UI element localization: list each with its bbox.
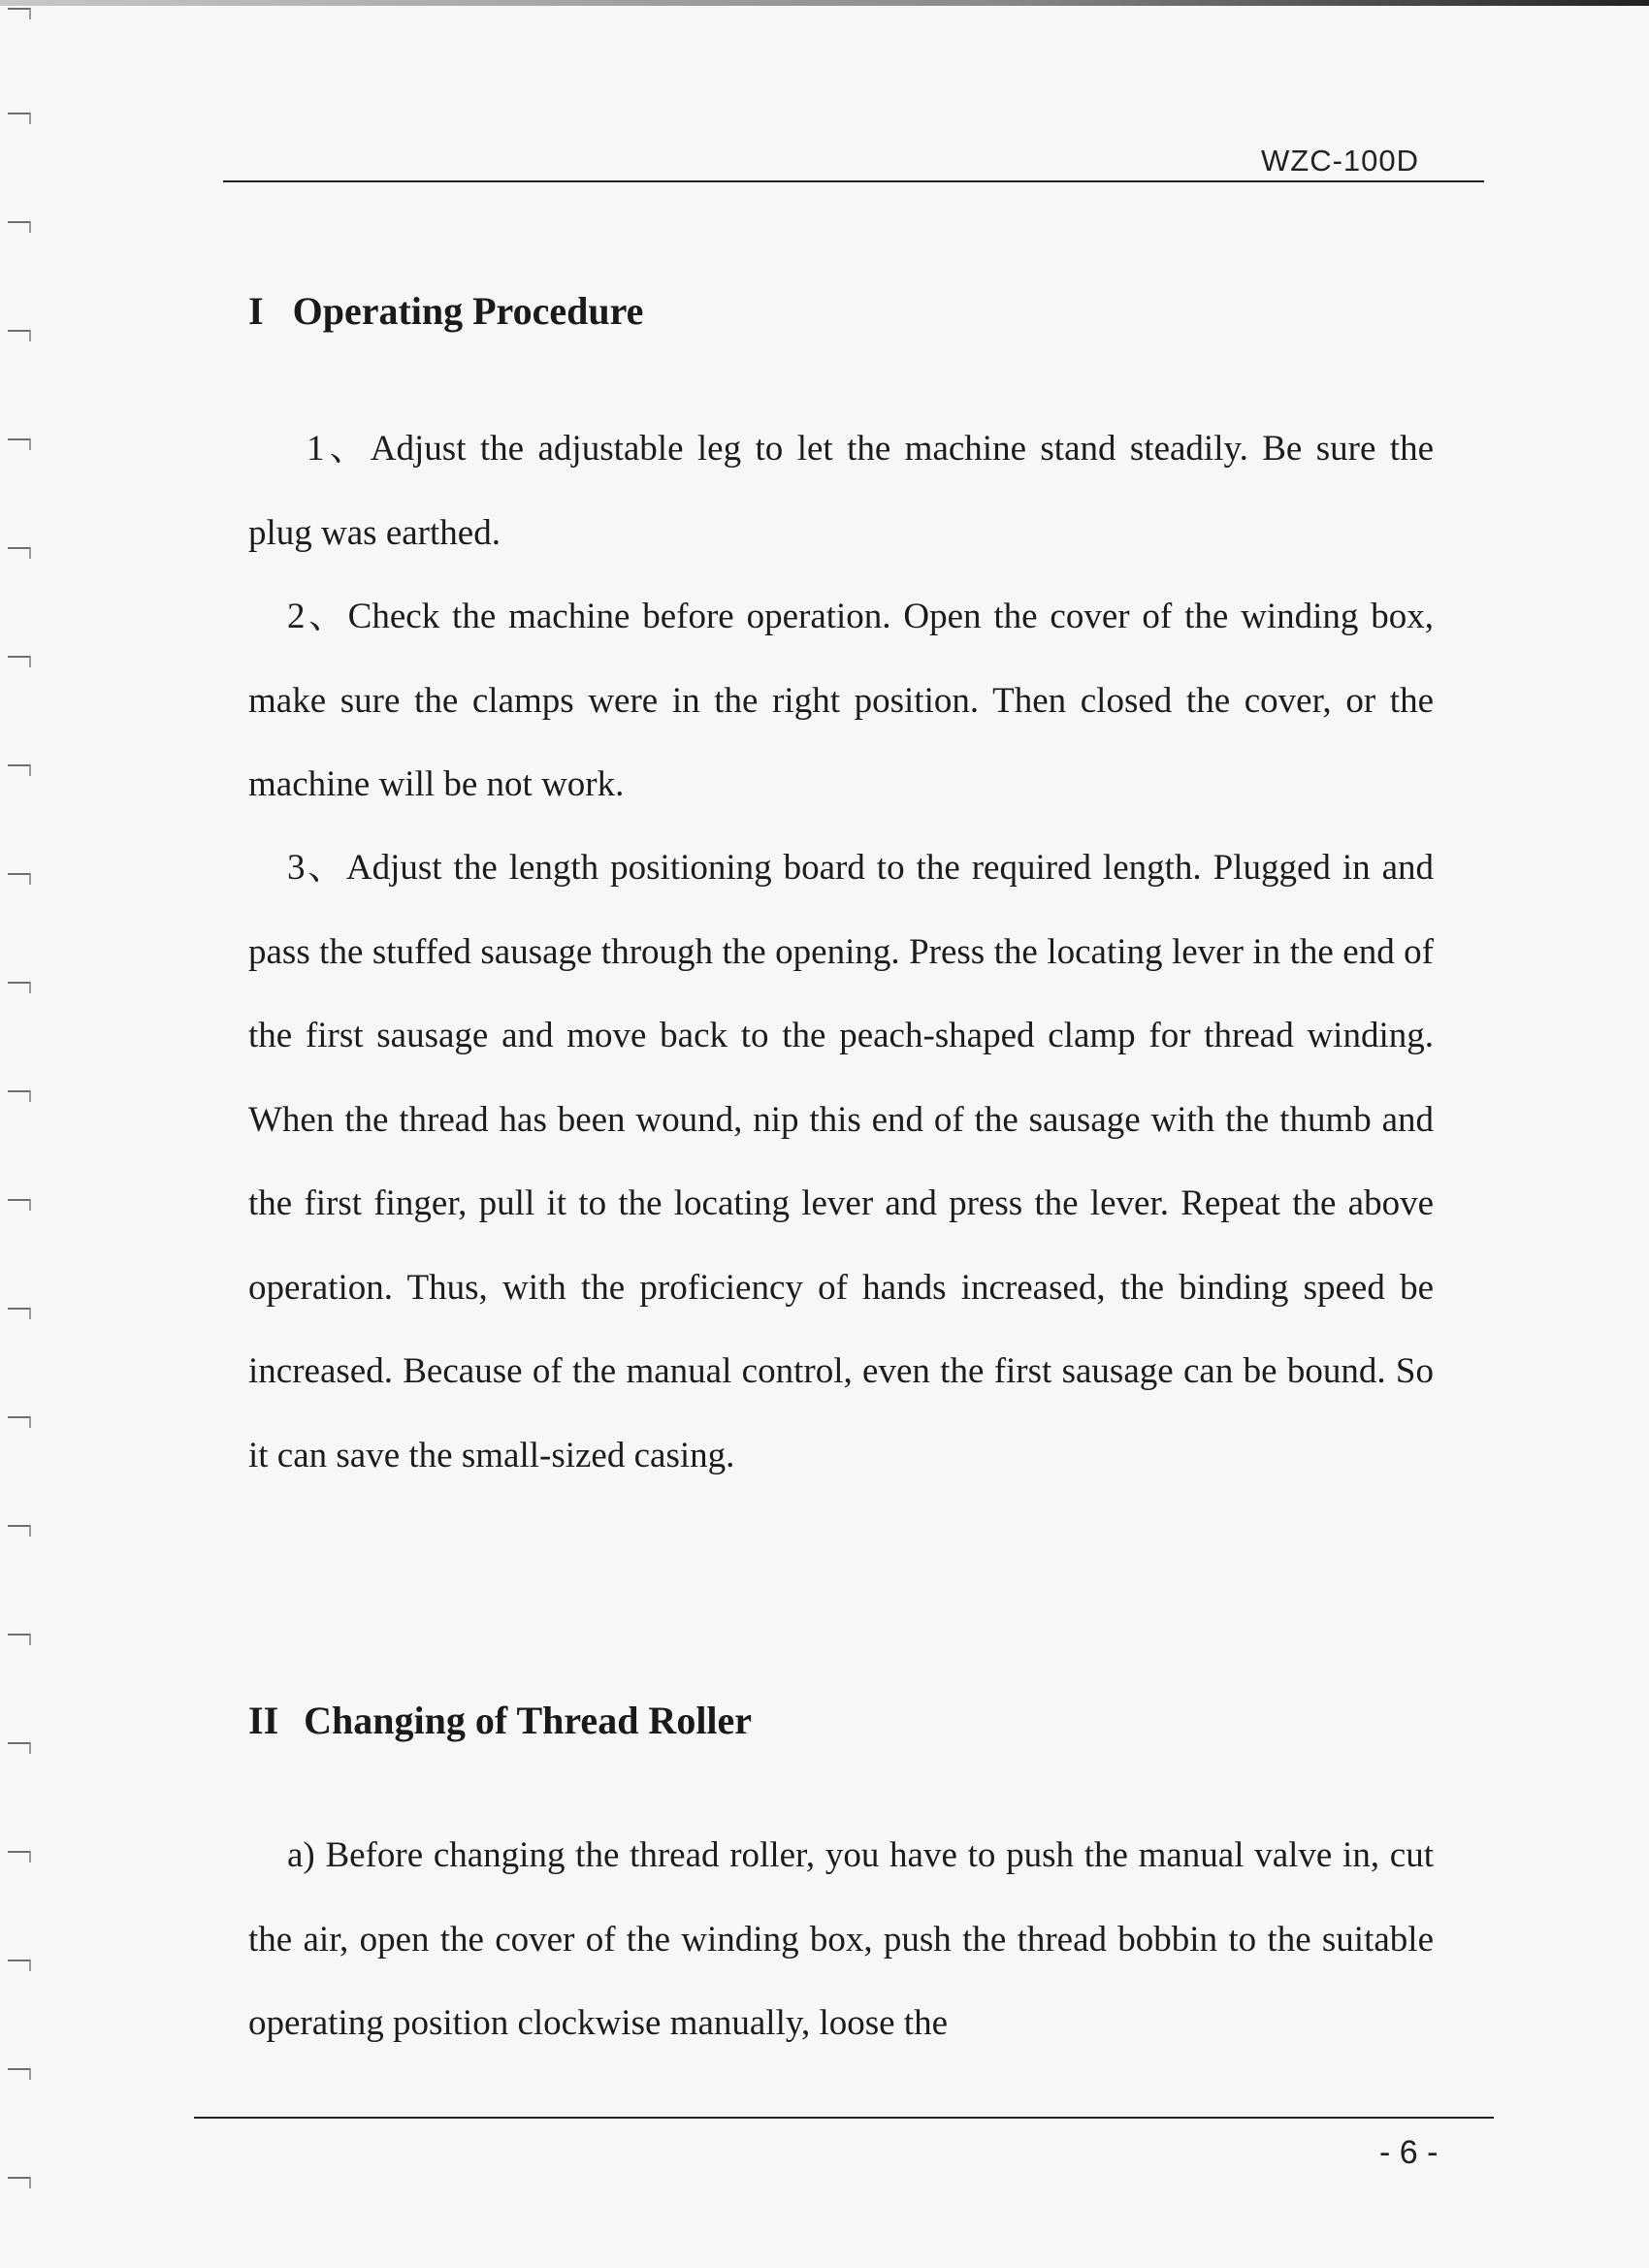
binding-mark xyxy=(8,438,31,450)
binding-mark xyxy=(8,1634,31,1645)
binding-margin xyxy=(0,0,39,2268)
binding-mark xyxy=(8,2068,31,2080)
binding-mark xyxy=(8,221,31,233)
section-heading-changing-thread-roller xyxy=(248,1698,752,1743)
binding-mark xyxy=(8,764,31,776)
model-code: WZC-100D xyxy=(1261,144,1420,178)
binding-mark xyxy=(8,1525,31,1537)
page-number: - 6 - xyxy=(1379,2134,1439,2171)
binding-mark xyxy=(8,873,31,885)
paragraph-step-1: 1、Adjust the adjustable leg to let the machine stand steadily. Be sure the plug was earthed. xyxy=(248,429,1434,553)
section-number: II xyxy=(248,1699,279,1742)
paragraph-step-3: 3、Adjust the length positioning board to the required length. Plugged in and pass the stuffed sausage through the opening. Press the locating lever in the end of the first sausage and move back to the peach-shaped clamp for thread winding. When the thread has been wound, nip this end of the sausage with the thumb and the first finger, pull it to the locating lever and press the lever. Repeat the above operation. Thus, with the proficiency of hands increased, the binding speed be increased. Because of the manual control, even the first sausage can be bound. So it can save the small-sized casing. xyxy=(248,848,1434,1475)
binding-mark xyxy=(8,1416,31,1428)
paragraph-step-2: 2、Check the machine before operation. Open the cover of the winding box, make sure the clamps were in the right position. Then closed the cover, or the machine will be not work. xyxy=(248,597,1434,804)
binding-mark xyxy=(8,1960,31,1971)
paragraph-step-a: a) Before changing the thread roller, you have to push the manual valve in, cut the air, open the cover of the winding box, push the thread bobbin to the suitable operating position clockwise manually, loose the xyxy=(248,1835,1434,2043)
binding-mark xyxy=(8,1308,31,1319)
binding-mark xyxy=(8,547,31,559)
section-heading-operating-procedure xyxy=(248,288,643,334)
binding-mark xyxy=(8,113,31,124)
binding-mark xyxy=(8,1199,31,1211)
binding-mark xyxy=(8,656,31,667)
header-rule xyxy=(223,180,1484,182)
binding-mark xyxy=(8,2177,31,2188)
binding-mark xyxy=(8,982,31,993)
section-title: Changing of Thread Roller xyxy=(304,1699,753,1742)
section-number: I xyxy=(248,289,264,333)
footer-rule xyxy=(194,2117,1494,2119)
binding-mark xyxy=(8,1090,31,1102)
scan-edge xyxy=(0,0,1649,6)
binding-mark xyxy=(8,8,31,19)
section-title: Operating Procedure xyxy=(292,289,644,333)
binding-mark xyxy=(8,330,31,341)
binding-mark xyxy=(8,1742,31,1754)
binding-mark xyxy=(8,1851,31,1863)
